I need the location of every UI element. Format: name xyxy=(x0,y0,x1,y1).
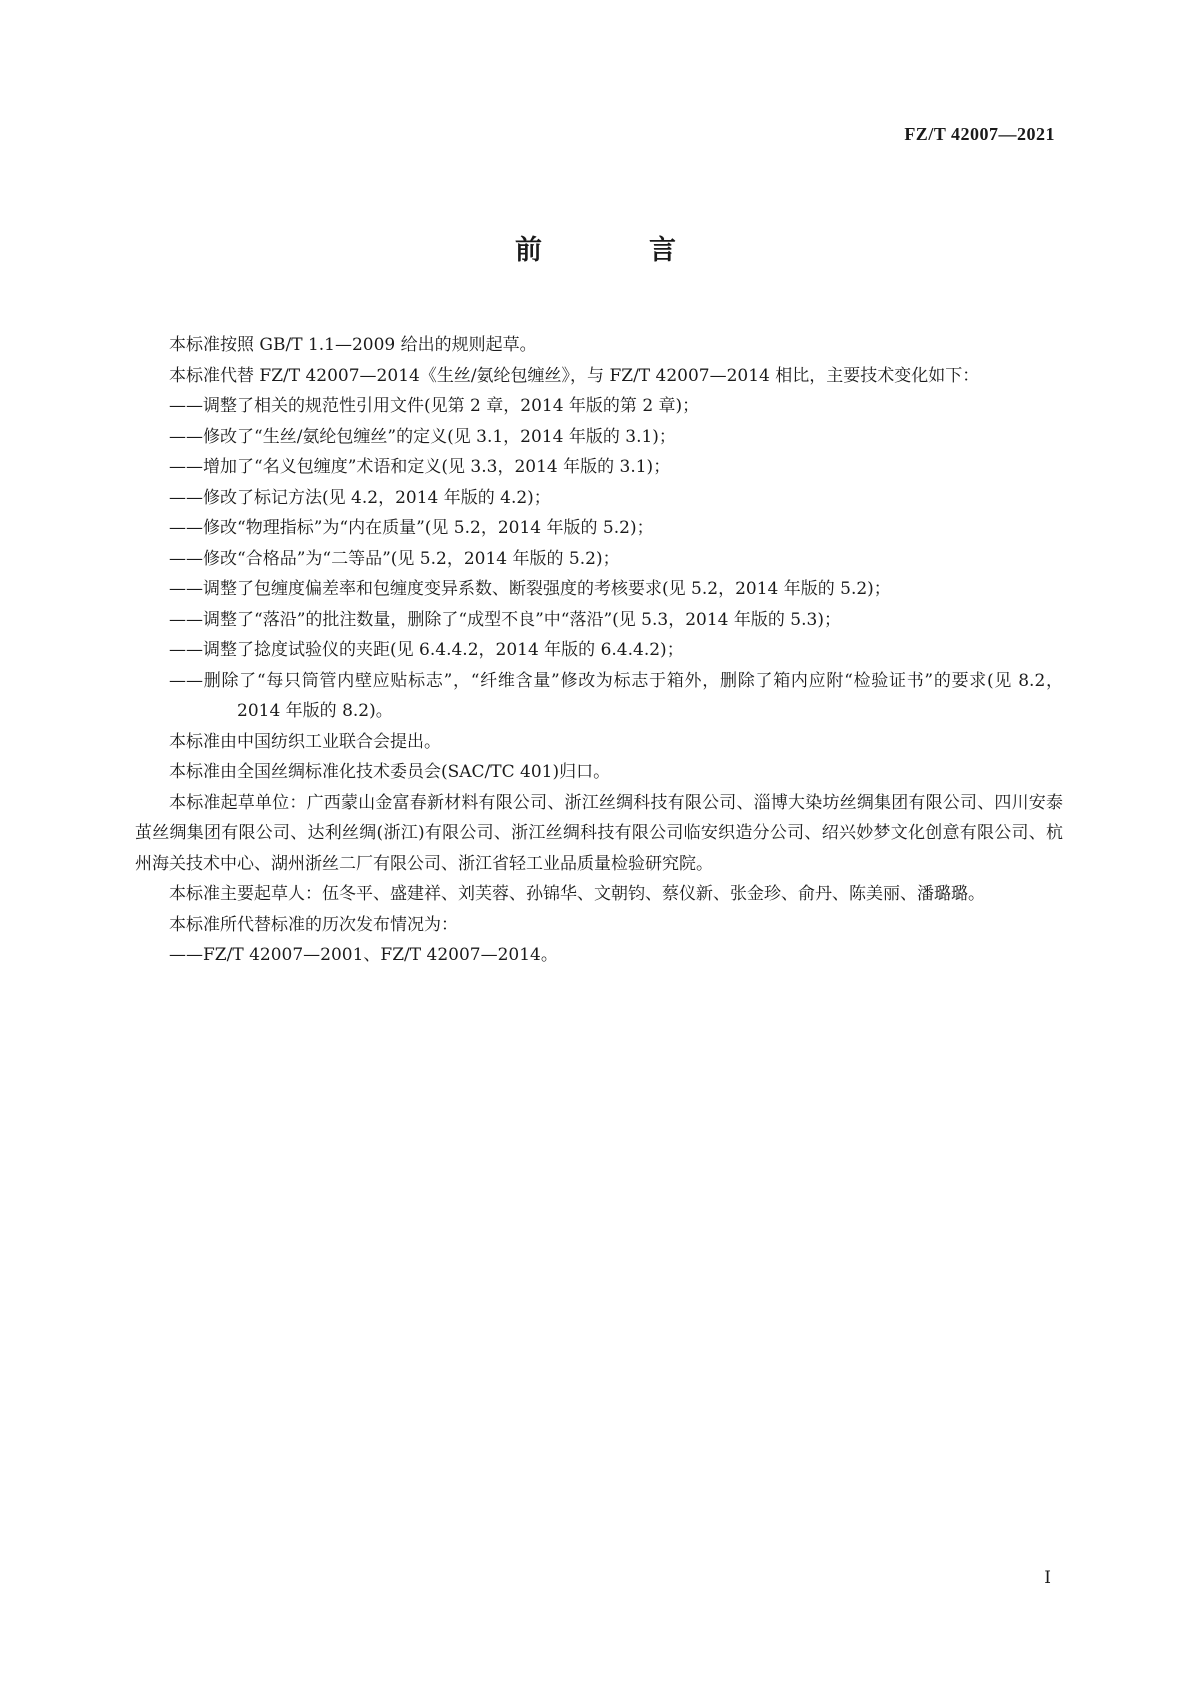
list-item: ——删除了“每只筒管内壁应贴标志”，“纤维含量”修改为标志于箱外，删除了箱内应附“检验证书”的要求(见 8.2，2014 年版的 8.2)。 xyxy=(169,670,1063,721)
list-item: ——FZ/T 42007—2001、FZ/T 42007—2014。 xyxy=(169,945,558,965)
paragraph: 本标准所代替标准的历次发布情况为： xyxy=(169,914,458,935)
paragraph: 本标准代替 FZ/T 42007—2014《生丝/氨纶包缠丝》，与 FZ/T 42007—2014 相比，主要技术变化如下： xyxy=(169,365,980,386)
list-item: ——调整了“落沿”的批注数量，删除了“成型不良”中“落沿”(见 5.3，2014 年版的 5.3)； xyxy=(169,609,841,630)
list-item: ——调整了包缠度偏差率和包缠度变异系数、断裂强度的考核要求(见 5.2，2014 年版的 5.2)； xyxy=(169,579,891,599)
list-item: ——增加了“名义包缠度”术语和定义(见 3.3，2014 年版的 3.1)； xyxy=(169,457,671,477)
history-list xyxy=(135,940,1063,971)
list-item: ——调整了相关的规范性引用文件(见第 2 章，2014 年版的第 2 章)； xyxy=(169,396,700,416)
standard-code: FZ/T 42007—2021 xyxy=(904,124,1055,144)
page-title: 前 言 xyxy=(515,235,716,266)
paragraph: 本标准起草单位：广西蒙山金富春新材料有限公司、浙江丝绸科技有限公司、淄博大染坊丝绸集团有限公司、四川安泰茧丝绸集团有限公司、达利丝绸(浙江)有限公司、浙江丝绸科技有限公司临安织造分公司、绍兴妙梦文化创意有限公司、杭州海关技术中心、湖州浙丝二厂有限公司、浙江省轻工业品质量检验研究院。 xyxy=(135,792,1063,874)
change-list xyxy=(135,391,1063,727)
paragraph: 本标准由中国纺织工业联合会提出。 xyxy=(169,731,441,752)
list-item: ——修改了标记方法(见 4.2，2014 年版的 4.2)； xyxy=(169,487,551,508)
page-number: I xyxy=(1044,1568,1051,1588)
list-item: ——修改“合格品”为“二等品”(见 5.2，2014 年版的 5.2)； xyxy=(169,548,620,569)
paragraph: 本标准由全国丝绸标准化技术委员会(SAC/TC 401)归口。 xyxy=(169,762,611,782)
document-body xyxy=(135,330,1063,971)
paragraph: 本标准按照 GB/T 1.1—2009 给出的规则起草。 xyxy=(169,335,537,355)
list-item: ——修改“物理指标”为“内在质量”(见 5.2，2014 年版的 5.2)； xyxy=(169,518,654,538)
paragraph: 本标准主要起草人：伍冬平、盛建祥、刘芙蓉、孙锦华、文朝钧、蔡仪新、张金珍、俞丹、陈美丽、潘璐璐。 xyxy=(169,884,985,904)
list-item: ——调整了捻度试验仪的夹距(见 6.4.4.2，2014 年版的 6.4.4.2)； xyxy=(169,640,684,660)
list-item: ——修改了“生丝/氨纶包缠丝”的定义(见 3.1，2014 年版的 3.1)； xyxy=(169,426,676,447)
